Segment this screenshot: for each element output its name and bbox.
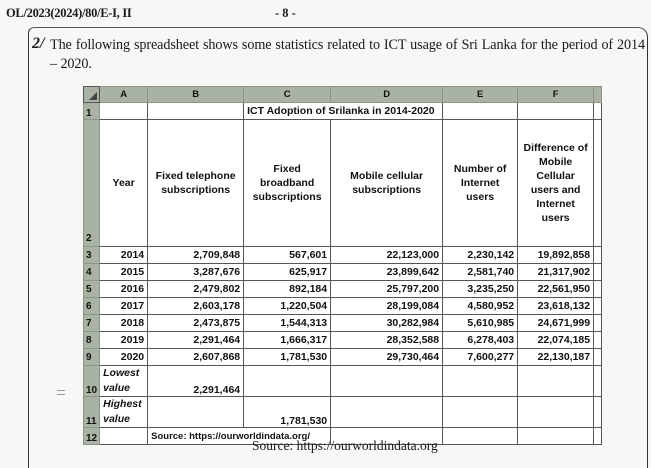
select-all-corner[interactable] <box>84 87 100 103</box>
cell[interactable] <box>100 103 148 120</box>
cell[interactable] <box>594 298 602 315</box>
highest-fixed-telephone[interactable] <box>148 397 244 428</box>
column-header-d[interactable]: D <box>331 87 443 103</box>
cell-difference[interactable]: 19,892,858 <box>518 247 594 264</box>
highest-value-label[interactable]: Highest value <box>100 397 148 428</box>
cell-fixed-broadband[interactable]: 892,184 <box>244 281 331 298</box>
cell[interactable] <box>594 120 602 247</box>
highest-value-row <box>84 397 602 428</box>
cell[interactable] <box>594 103 602 120</box>
column-header-g[interactable] <box>594 87 602 103</box>
header-cell-mobile-cellular[interactable]: Mobile cellular subscriptions <box>331 120 443 247</box>
lowest-mobile-cellular[interactable] <box>331 366 443 397</box>
cell-internet-users[interactable]: 2,581,740 <box>443 264 518 281</box>
lowest-fixed-telephone[interactable]: 2,291,464 <box>148 366 244 397</box>
cell[interactable] <box>443 103 518 120</box>
highest-fixed-broadband[interactable]: 1,781,530 <box>244 397 331 428</box>
cell[interactable] <box>443 428 518 445</box>
cell-internet-users[interactable]: 5,610,985 <box>443 315 518 332</box>
question-number: 2/ <box>32 35 45 52</box>
row-header[interactable]: 4 <box>84 264 100 281</box>
cell[interactable] <box>594 332 602 349</box>
column-header-c[interactable]: C <box>244 87 331 103</box>
cell-year[interactable]: 2015 <box>100 264 148 281</box>
highest-difference[interactable] <box>518 397 594 428</box>
cell-difference[interactable]: 23,618,132 <box>518 298 594 315</box>
cell[interactable] <box>100 428 148 445</box>
table-row <box>84 281 602 298</box>
row-header[interactable]: 9 <box>84 349 100 366</box>
cell-fixed-telephone[interactable]: 2,473,875 <box>148 315 244 332</box>
lowest-difference[interactable] <box>518 366 594 397</box>
row-header[interactable]: 3 <box>84 247 100 264</box>
cell-internet-users[interactable]: 4,580,952 <box>443 298 518 315</box>
cell-mobile-cellular[interactable]: 25,797,200 <box>331 281 443 298</box>
row-header[interactable]: 10 <box>84 366 100 397</box>
page-number: - 8 - <box>275 6 296 20</box>
cell[interactable] <box>518 428 594 445</box>
sheet-row-2-headers <box>84 120 602 247</box>
cell[interactable] <box>594 264 602 281</box>
cell-fixed-telephone[interactable]: 2,607,868 <box>148 349 244 366</box>
source-caption: Source: https://ourworldindata.org <box>252 438 438 453</box>
row-header[interactable]: 11 <box>84 397 100 428</box>
cell-fixed-broadband[interactable]: 625,917 <box>244 264 331 281</box>
table-row <box>84 264 602 281</box>
cell-fixed-telephone[interactable]: 2,479,802 <box>148 281 244 298</box>
row-header[interactable]: 7 <box>84 315 100 332</box>
cell-year[interactable]: 2014 <box>100 247 148 264</box>
cell[interactable] <box>594 428 602 445</box>
cell-difference[interactable]: 22,130,187 <box>518 349 594 366</box>
row-header[interactable]: 6 <box>84 298 100 315</box>
cell-mobile-cellular[interactable]: 30,282,984 <box>331 315 443 332</box>
cell-fixed-telephone[interactable]: 2,603,178 <box>148 298 244 315</box>
cell-year[interactable]: 2019 <box>100 332 148 349</box>
question-text: The following spreadsheet shows some statistics related to ICT usage of Sri Lanka for the period of 2014 – 2020. <box>50 37 645 72</box>
cell-fixed-broadband[interactable]: 1,544,313 <box>244 315 331 332</box>
cell[interactable] <box>148 103 244 120</box>
lowest-value-row <box>84 366 602 397</box>
cell-difference[interactable]: 22,074,185 <box>518 332 594 349</box>
table-row <box>84 315 602 332</box>
cell-year[interactable]: 2020 <box>100 349 148 366</box>
cell[interactable] <box>594 315 602 332</box>
cell[interactable] <box>594 366 602 397</box>
cell-difference[interactable]: 22,561,950 <box>518 281 594 298</box>
header-cell-internet-users[interactable]: Number of Internet users <box>443 120 518 247</box>
cell-fixed-broadband[interactable]: 1,666,317 <box>244 332 331 349</box>
cell-internet-users[interactable]: 6,278,403 <box>443 332 518 349</box>
lowest-fixed-broadband[interactable] <box>244 366 331 397</box>
row-header[interactable]: 1 <box>84 103 100 120</box>
header-cell-fixed-broadband[interactable]: Fixed broadband subscriptions <box>244 120 331 247</box>
cell-internet-users[interactable]: 3,235,250 <box>443 281 518 298</box>
cell-mobile-cellular[interactable]: 29,730,464 <box>331 349 443 366</box>
cell-fixed-telephone[interactable]: 2,291,464 <box>148 332 244 349</box>
cell-fixed-telephone[interactable]: 2,709,848 <box>148 247 244 264</box>
table-row <box>84 298 602 315</box>
table-row <box>84 349 602 366</box>
cell[interactable] <box>594 281 602 298</box>
cell-mobile-cellular[interactable]: 28,199,084 <box>331 298 443 315</box>
table-row <box>84 247 602 264</box>
cell[interactable] <box>594 247 602 264</box>
sheet-title-cell[interactable]: ICT Adoption of Srilanka in 2014-2020 <box>244 103 443 120</box>
cell[interactable] <box>594 397 602 428</box>
cell-year[interactable]: 2017 <box>100 298 148 315</box>
cell-year[interactable]: 2018 <box>100 315 148 332</box>
header-cell-year[interactable]: Year <box>100 120 148 247</box>
header-cell-fixed-telephone[interactable]: Fixed telephone subscriptions <box>148 120 244 247</box>
row-header[interactable]: 5 <box>84 281 100 298</box>
select-all-icon <box>89 92 97 100</box>
cell-fixed-telephone[interactable]: 3,287,676 <box>148 264 244 281</box>
row-header[interactable]: 2 <box>84 120 100 247</box>
cell-mobile-cellular[interactable]: 22,123,000 <box>331 247 443 264</box>
cell-year[interactable]: 2016 <box>100 281 148 298</box>
column-header-e[interactable]: E <box>443 87 518 103</box>
header-cell-difference[interactable]: Difference of Mobile Cellular users and Internet users <box>518 120 594 247</box>
cell-difference[interactable]: 24,671,999 <box>518 315 594 332</box>
exam-code: OL/2023(2024)/80/E-I, II <box>6 6 132 20</box>
lowest-internet-users[interactable] <box>443 366 518 397</box>
cell-internet-users[interactable]: 2,230,142 <box>443 247 518 264</box>
lowest-value-label[interactable]: Lowest value <box>100 366 148 397</box>
margin-mark <box>57 390 65 395</box>
spreadsheet <box>83 86 602 445</box>
cell-mobile-cellular[interactable]: 28,352,588 <box>331 332 443 349</box>
cell-fixed-broadband[interactable]: 567,601 <box>244 247 331 264</box>
cell-internet-users[interactable]: 7,600,277 <box>443 349 518 366</box>
table-row <box>84 332 602 349</box>
cell-fixed-broadband[interactable]: 1,220,504 <box>244 298 331 315</box>
cell-mobile-cellular[interactable]: 23,899,642 <box>331 264 443 281</box>
column-header-a[interactable]: A <box>100 87 148 103</box>
source-cell[interactable]: Source: https://ourworldindata.org/ <box>148 428 331 445</box>
sheet-row-1 <box>84 103 602 120</box>
row-header[interactable]: 12 <box>84 428 100 445</box>
cell[interactable] <box>594 349 602 366</box>
row-header[interactable]: 8 <box>84 332 100 349</box>
highest-internet-users[interactable] <box>443 397 518 428</box>
cell-difference[interactable]: 21,317,902 <box>518 264 594 281</box>
cell-fixed-broadband[interactable]: 1,781,530 <box>244 349 331 366</box>
cell[interactable] <box>518 103 594 120</box>
highest-mobile-cellular[interactable] <box>331 397 443 428</box>
column-header-row <box>84 87 602 103</box>
column-header-f[interactable]: F <box>518 87 594 103</box>
column-header-b[interactable]: B <box>148 87 244 103</box>
